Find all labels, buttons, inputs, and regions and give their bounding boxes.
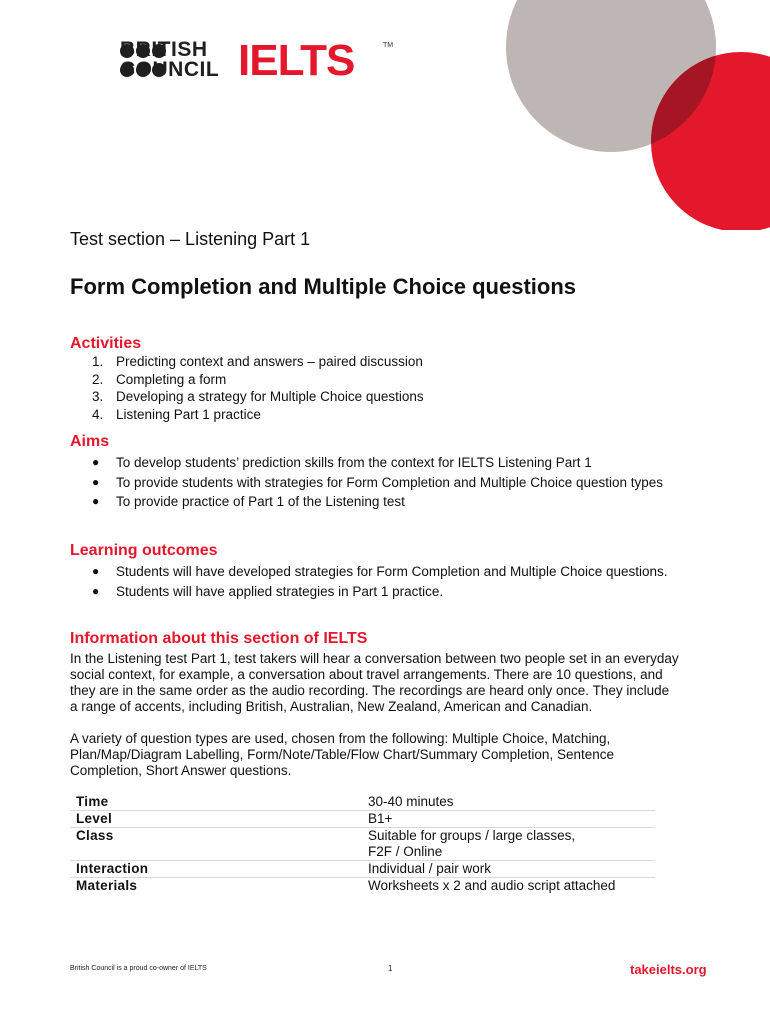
interaction-label: Interaction — [70, 861, 362, 878]
item-number: 1. — [92, 354, 104, 369]
class-value — [362, 828, 655, 861]
list-item — [70, 583, 690, 601]
item-text: To provide students with strategies for Form Completion and Multiple Choice question types — [116, 474, 664, 490]
item-text: Completing a form — [116, 371, 227, 387]
item-text: Students will have developed strategies for Form Completion and Multiple Choice questions. — [116, 564, 668, 579]
list-item — [70, 388, 690, 406]
page-number: 1 — [388, 964, 393, 973]
table-row — [70, 878, 655, 895]
item-text: Predicting context and answers – paired discussion — [116, 354, 423, 369]
item-number: 4. — [92, 406, 104, 422]
activities-heading: Activities — [70, 335, 142, 352]
table-row — [70, 861, 655, 878]
outcomes-list — [70, 563, 690, 602]
item-text: Students will have applied strategies in Part 1 practice. — [116, 583, 444, 599]
class-value-line-1: Suitable for groups / large classes, — [368, 828, 576, 843]
logo-line-2: COUNCIL — [120, 58, 220, 81]
list-item — [70, 493, 690, 511]
list-item — [70, 454, 690, 472]
time-value: 30-40 minutes — [362, 794, 655, 811]
level-value: B1+ — [362, 811, 655, 828]
list-item — [70, 563, 716, 581]
ielts-logo: IELTS — [238, 36, 355, 85]
item-text: To develop students’ prediction skills from the context for IELTS Listening Part 1 — [116, 455, 592, 470]
table-row — [70, 794, 655, 811]
item-text: Developing a strategy for Multiple Choice questions — [116, 389, 424, 404]
list-item — [70, 371, 690, 389]
level-label: Level — [70, 811, 362, 828]
trademark-mark: TM — [383, 42, 394, 49]
outcomes-heading: Learning outcomes — [70, 542, 218, 559]
materials-value: Worksheets x 2 and audio script attached — [368, 878, 616, 893]
list-item — [70, 474, 676, 492]
item-number: 3. — [92, 389, 104, 404]
table-row — [70, 811, 655, 828]
bullet-icon: ● — [92, 494, 100, 508]
interaction-value: Individual / pair work — [362, 861, 655, 878]
section-label: Test section – Listening Part 1 — [70, 229, 311, 249]
footer-link[interactable]: takeielts.org — [630, 962, 707, 977]
item-text: Listening Part 1 practice — [116, 406, 261, 422]
info-heading: Information about this section of IELTS — [70, 630, 368, 647]
british-council-logo-text — [120, 40, 219, 80]
bullet-icon: ● — [92, 455, 100, 469]
aims-list — [70, 454, 690, 513]
info-paragraph-2: A variety of question types are used, chosen from the following: Multiple Choice, Matching, Plan/Map/Diagram Labelling, Form/Note/Table/Flow Chart/Summary Completion, Sentence Completion, Short Answer questions. — [70, 731, 614, 778]
class-label: Class — [70, 828, 362, 861]
list-item — [70, 406, 690, 424]
item-text: To provide practice of Part 1 of the Listening test — [116, 494, 405, 509]
decorative-circles — [0, 0, 770, 230]
table-row — [70, 828, 655, 861]
bullet-icon: ● — [92, 583, 100, 598]
item-number: 2. — [92, 371, 104, 387]
details-table — [70, 794, 655, 894]
bullet-icon: ● — [92, 564, 100, 578]
class-value-line-2: F2F / Online — [368, 844, 443, 859]
bullet-icon: ● — [92, 474, 100, 489]
info-paragraph-1: In the Listening test Part 1, test takers will hear a conversation between two people set in an everyday social context, for example, a conversation about travel arrangements. There are 10 questions, and they are in the same order as the audio recording. The recordings are heard only once. They include a range of accents, including British, Australian, New Zealand, American and Canadian. — [70, 651, 679, 714]
activities-list — [70, 353, 690, 423]
logo-line-1: BRITISH — [120, 38, 208, 61]
page-title: Form Completion and Multiple Choice questions — [70, 274, 577, 299]
time-label: Time — [70, 794, 362, 811]
footer-note: British Council is a proud co-owner of IELTS — [70, 965, 207, 972]
aims-heading: Aims — [70, 433, 110, 450]
materials-label: Materials — [76, 878, 138, 893]
list-item — [70, 353, 690, 371]
